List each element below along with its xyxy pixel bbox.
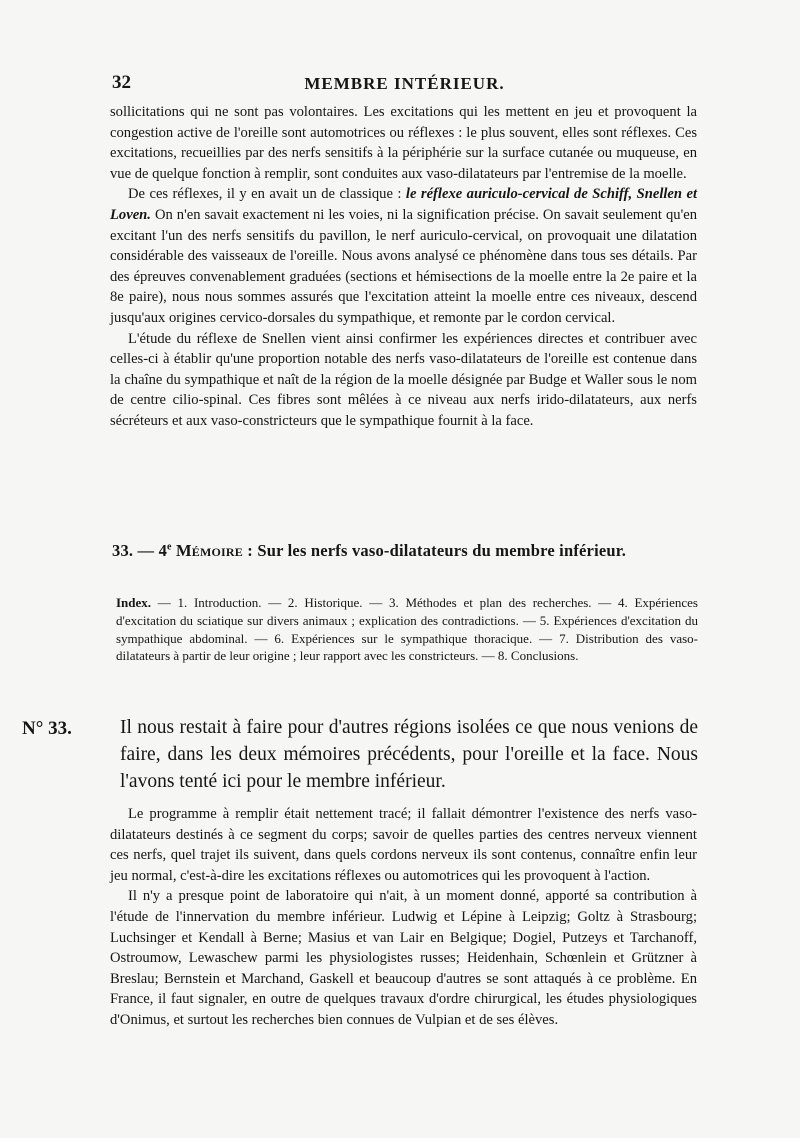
section-heading [112,541,702,561]
paragraph: L'étude du réflexe de Snellen vient ainsi confirmer les expériences directes et contribuer avec celles-ci à établir qu'une proportion notable des nerfs vaso-dilatateurs de l'oreille est contenue dans la chaîne du sympathique et naît de la région de la moelle désignée par Budge et Waller sous le nom de centre cilio-spinal. Ces fibres sont mêlées à ce niveau aux nerfs irido-dilatateurs, aux nerfs sécréteurs et aux vaso-constricteurs que le sympathique fournit à la face. [110,330,697,429]
paragraph: Il n'y a presque point de laboratoire qui n'ait, à un moment donné, apporté sa contribution à l'étude de l'innervation du membre inférieur. Ludwig et Lépine à Leipzig; Goltz à Strasbourg; Luchsinger et Kendall à Berne; Masius et van Lair en Belgique; Dogiel, Putzeys et Tarchanoff, Ostroumow, Lewaschew parmi les physiologistes russes; Heidenhain, Schœnlein et Grützner à Breslau; Bernstein et Marchand, Gaskell et beaucoup d'autres se sont attaqués à ce problème. En France, il faut signaler, en outre de quelques travaux d'ordre chirurgical, les études physiologiques d'Onimus, et surtout les recherches bien connues de Vulpian et de ses élèves. [110,888,697,1028]
margin-number: N° 33. [22,718,72,739]
section-title: : Sur les nerfs vaso-dilatateurs du membre inférieur. [242,541,627,560]
paragraph [110,184,697,328]
index-block [116,594,698,665]
emphasized-text: le réflexe auriculo-cervical de Schiff, Snellen et Loven. [110,186,698,223]
large-paragraph: Il nous restait à faire pour d'autres régions isolées ce que nous venions de faire, dans les deux mémoires précédents, pour l'oreille et la face. Nous l'avons tenté ici pour le membre inférieur. [120,717,698,792]
paragraph-text: On n'en savait exactement ni les voies, ni la signification précise. On savait seulement qu'en excitant l'un des nerfs sensitifs du pavillon, le nerf auriculo-cervical, on provoquait une dilatation considérable des vaisseaux de l'oreille. Nous avons analysé ce phénomène dans tous ses détails. Par des épreuves convenablement graduées (sections et hémisections de la moelle entre la 2e paire et la 8e paire), nous nous sommes assurés que l'excitation atteint la moelle entre ces niveaux, descend jusqu'aux origines cervico-dorsales du sympathique, et remonte par le cordon cervical. [110,206,697,326]
index-label: Index. [116,595,152,610]
page-number: 32 [112,72,131,93]
section-sup: e [167,541,172,553]
paragraph: Le programme à remplir était nettement tracé; il fallait démontrer l'existence des nerfs vaso-dilatateurs destinés à ce segment du corps; savoir de quelles parties des centres nerveux viennent ces nerfs, quel trajet ils suivent, dans quels cordons nerveux ils sont contenus, connaître enfin leur jeu normal, c'est-à-dire les excitations réflexes ou automotrices qui les provoquent à l'action. [110,806,697,884]
section-memoire: Mémoire [176,541,243,560]
paragraph-text: De ces réflexes, il y en avait un de classique : [128,186,406,203]
paragraph: sollicitations qui ne sont pas volontaires. Les excitations qui les mettent en jeu et provoquent la congestion active de l'oreille sont automotrices ou réflexes : le plus souvent, elles sont réflexes. Ces excitations, recueillies par des nerfs sensitifs à la périphérie sur la surface cutanée ou muqueuse, en vue de quelque fonction à remplir, sont conduites aux vaso-dilatateurs par l'entremise de la moelle. [110,104,697,182]
section-number: 33. — 4 [112,541,168,560]
running-header [112,72,697,100]
index-text: — 1. Introduction. — 2. Historique. — 3. Méthodes et plan des recherches. — 4. Expériences d'excitation du sciatique sur divers animaux ; explication des contradictions. — 5. Expériences d'excitation du sympathique abdominal. — 6. Expériences sur le sympathique thoracique. — 7. Distribution des vaso-dilatateurs à partir de leur origine ; leur rapport avec les constricteurs. — 8. Conclusions. [116,595,698,664]
top-text-block [110,102,697,432]
running-title: MEMBRE INTÉRIEUR. [304,74,505,93]
lower-text-block [110,804,697,1031]
